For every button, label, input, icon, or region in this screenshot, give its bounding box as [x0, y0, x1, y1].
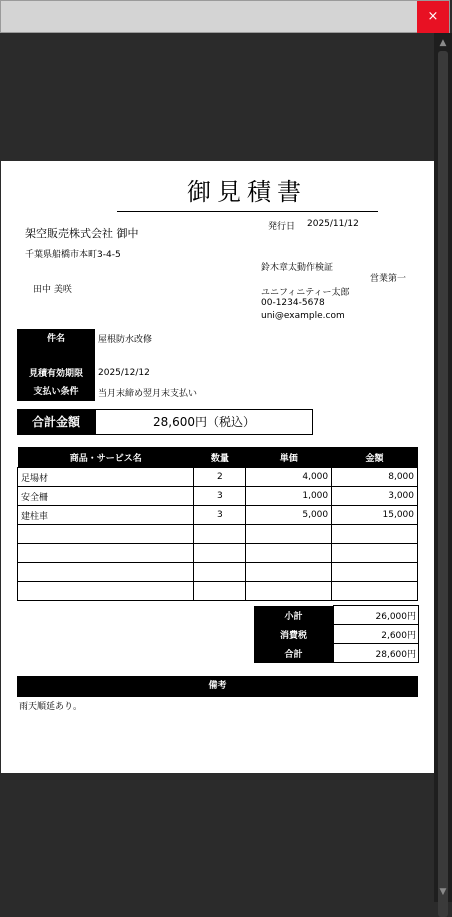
item-name-cell: 安全柵	[18, 487, 194, 506]
header-unit-price: 単価	[246, 447, 332, 468]
quantity-cell	[194, 563, 246, 582]
amount-cell: 8,000	[332, 468, 418, 487]
subject-label: 件名	[17, 329, 95, 353]
unit-price-cell: 1,000	[246, 487, 332, 506]
client-address: 千葉県船橋市本町3-4-5	[25, 250, 121, 260]
client-company: 架空販売株式会社 御中	[25, 227, 139, 240]
table-row	[18, 525, 418, 544]
item-name-cell	[18, 544, 194, 563]
tax-row	[254, 625, 419, 644]
item-name-cell	[18, 525, 194, 544]
item-name-cell: 足場材	[18, 468, 194, 487]
unit-price-cell	[246, 544, 332, 563]
grand-total-row	[254, 644, 419, 663]
issuer-phone: 00-1234-5678	[261, 298, 325, 308]
validity-value: 2025/12/12	[98, 368, 150, 378]
header-quantity: 数量	[194, 447, 246, 468]
table-row	[18, 506, 418, 525]
close-button[interactable]: ×	[417, 1, 449, 33]
issuer-name: ユニフィニティー太郎	[261, 288, 350, 298]
tax-value: 2,600円	[334, 625, 419, 644]
client-person: 田中 美咲	[33, 285, 72, 295]
unit-price-cell	[246, 525, 332, 544]
issuer-email: uni@example.com	[261, 311, 345, 321]
amount-cell: 15,000	[332, 506, 418, 525]
validity-label: 見積有効期限	[17, 365, 95, 383]
amount-cell	[332, 563, 418, 582]
summary-table	[254, 605, 419, 663]
unit-price-cell: 5,000	[246, 506, 332, 525]
payment-label: 支払い条件	[17, 383, 95, 401]
payment-value: 当月末締め翌月末支払い	[98, 389, 198, 399]
total-amount-label: 合計金額	[17, 409, 95, 435]
quantity-cell	[194, 525, 246, 544]
table-row	[18, 544, 418, 563]
quantity-cell: 3	[194, 487, 246, 506]
unit-price-cell	[246, 582, 332, 601]
issuer-department: 営業第一	[370, 274, 407, 284]
issuer-company: 鈴木章太動作検証	[261, 263, 334, 273]
subtotal-label: 小計	[254, 606, 334, 625]
subtotal-value: 26,000円	[334, 606, 419, 625]
notes-text: 雨天順延あり。	[19, 702, 83, 712]
grand-total-label: 合計	[254, 644, 334, 663]
amount-cell: 3,000	[332, 487, 418, 506]
quantity-cell: 2	[194, 468, 246, 487]
unit-price-cell: 4,000	[246, 468, 332, 487]
window-titlebar	[0, 0, 450, 33]
title-underline	[117, 211, 378, 212]
issue-date: 2025/11/12	[307, 219, 359, 229]
subtotal-row	[254, 606, 419, 625]
table-row	[18, 487, 418, 506]
table-row	[18, 468, 418, 487]
vertical-scrollbar[interactable]	[434, 33, 452, 902]
amount-cell	[332, 582, 418, 601]
quantity-cell	[194, 544, 246, 563]
item-name-cell	[18, 582, 194, 601]
grand-total-value: 28,600円	[334, 644, 419, 663]
amount-cell	[332, 544, 418, 563]
quantity-cell	[194, 582, 246, 601]
total-amount-value: 28,600円（税込）	[95, 409, 313, 435]
issue-date-label: 発行日	[268, 222, 296, 232]
tax-label: 消費税	[254, 625, 334, 644]
item-name-cell	[18, 563, 194, 582]
amount-cell	[332, 525, 418, 544]
header-item-name: 商品・サービス名	[18, 447, 194, 468]
header-amount: 金額	[332, 447, 418, 468]
estimate-document	[1, 161, 434, 773]
notes-label: 備考	[17, 676, 418, 697]
item-name-cell: 建柱車	[18, 506, 194, 525]
label-column-filler	[17, 353, 95, 365]
unit-price-cell	[246, 563, 332, 582]
scroll-down-icon[interactable]: ▼	[439, 887, 447, 897]
scroll-thumb[interactable]	[438, 51, 448, 917]
subject-value: 屋根防水改修	[98, 335, 153, 345]
table-row	[18, 582, 418, 601]
scroll-up-icon[interactable]: ▲	[439, 38, 447, 48]
document-title: 御見積書	[187, 178, 307, 206]
items-table	[17, 447, 418, 601]
quantity-cell: 3	[194, 506, 246, 525]
table-row	[18, 563, 418, 582]
